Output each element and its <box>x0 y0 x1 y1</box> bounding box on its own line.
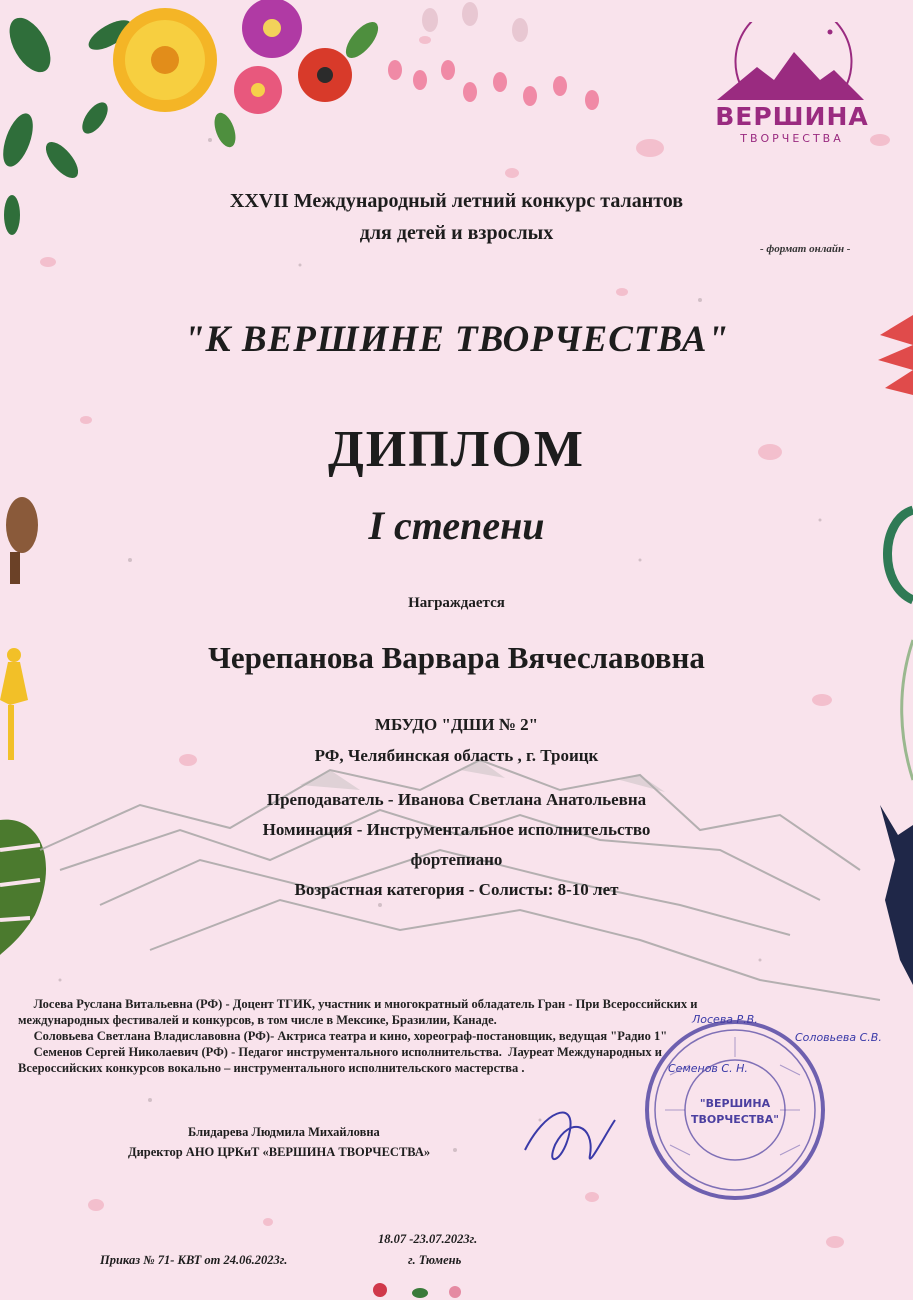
location: РФ, Челябинская область , г. Троицк <box>314 746 599 765</box>
vershina-logo <box>712 22 872 150</box>
awarded-label: Награждается <box>408 595 505 611</box>
jury-line: Лосева Руслана Витальевна (РФ) - Доцент ТГИК, участник и многократный обладатель Гран - При Всероссийских и <box>18 997 698 1011</box>
event-dates: 18.07 -23.07.2023г. <box>378 1232 478 1246</box>
director-title: Директор АНО ЦРКиТ «ВЕРШИНА ТВОРЧЕСТВА» <box>128 1145 431 1159</box>
institution: МБУДО "ДШИ № 2" <box>374 715 539 734</box>
mountain-logo-icon <box>712 22 872 102</box>
stamp-text-top: "ВЕРШИНА <box>699 1097 771 1110</box>
recipient-name: Черепанова Варвара Вячеславовна <box>208 640 705 675</box>
logo-title: ВЕРШИНА <box>715 102 869 131</box>
jury-signature: Семенов С. Н. <box>668 1062 748 1075</box>
nomination: Номинация - Инструментальное исполнительство <box>262 820 651 839</box>
jury-line: Всероссийских конкурсов вокально – инструментального исполнительского мастерства . <box>18 1061 525 1075</box>
jury-line: Соловьева Светлана Владиславовна (РФ)- Актриса театра и кино, хореограф-постановщик, ведущая "Радио 1" <box>18 1029 668 1043</box>
order-number: Приказ № 71- КВТ от 24.06.2023г. <box>100 1253 288 1267</box>
director-name: Блидарева Людмила Михайловна <box>188 1125 380 1139</box>
jury-line: Семенов Сергей Николаевич (РФ) - Педагог инструментального исполнительства. Лауреат Международных и <box>18 1045 663 1059</box>
diploma-degree: I степени <box>368 503 545 548</box>
city: г. Тюмень <box>408 1253 462 1267</box>
contest-header-line2: для детей и взрослых <box>359 222 554 244</box>
contest-name: "К ВЕРШИНЕ ТВОРЧЕСТВА" <box>184 319 729 360</box>
jury-line: международных фестивалей и конкурсов, в том числе в Мексике, Бразилии, Канаде. <box>18 1013 497 1027</box>
official-stamp <box>640 1015 830 1205</box>
stamp-text-bottom: ТВОРЧЕСТВА" <box>691 1113 779 1126</box>
format-note: - формат онлайн - <box>760 243 851 255</box>
director-signature-icon <box>515 1090 625 1180</box>
age-category: Возрастная категория - Солисты: 8-10 лет <box>294 880 619 899</box>
jury-signature: Соловьева С.В. <box>795 1031 882 1044</box>
jury-signature: Лосева Р.В. <box>692 1013 758 1026</box>
logo-subtitle: ТВОРЧЕСТВА <box>740 132 844 145</box>
diploma-title: ДИПЛОМ <box>328 421 585 478</box>
contest-header-line1: XXVII Международный летний конкурс талантов <box>229 190 684 212</box>
teacher: Преподаватель - Иванова Светлана Анатольевна <box>266 790 647 809</box>
instrument: фортепиано <box>410 850 503 869</box>
